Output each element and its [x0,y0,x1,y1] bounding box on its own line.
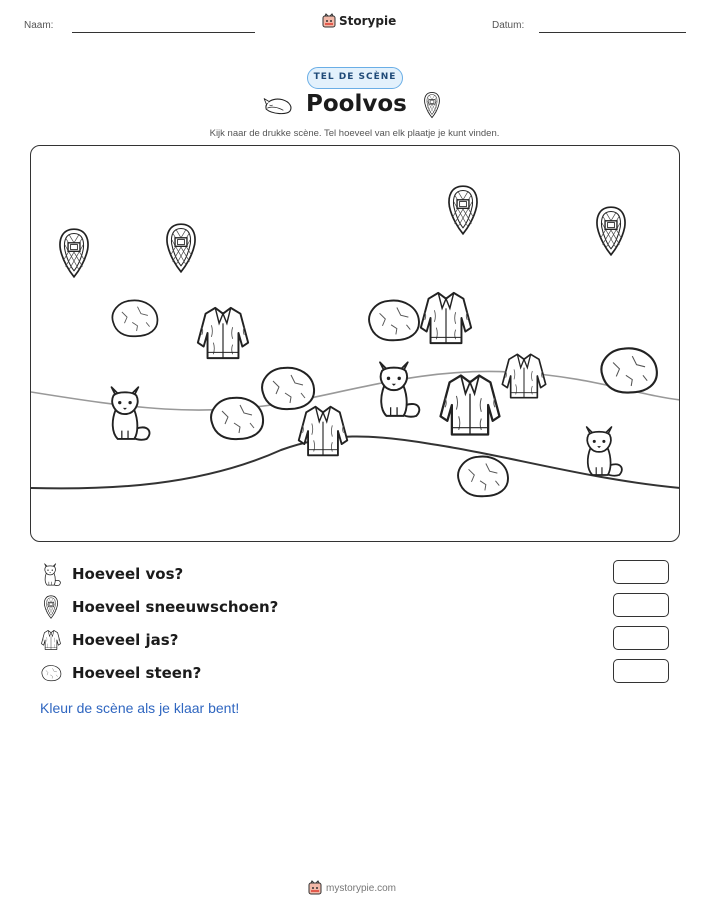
question-text: Hoeveel jas? [72,631,179,649]
question-row [40,661,201,685]
fox-item[interactable] [101,383,153,441]
date-label: Datum: [492,20,525,31]
answer-box-snowshoe[interactable] [613,593,669,617]
question-text: Hoeveel steen? [72,664,202,682]
page-title: Poolvos [306,91,407,117]
answer-box-rock[interactable] [613,659,669,683]
closing-note: Kleur de scène als je klaar bent! [40,700,240,716]
question-row [40,628,178,652]
snowshoe-item[interactable] [446,180,480,240]
question-text: Hoeveel sneeuwschoen? [72,598,279,616]
instructions: Kijk naar de drukke scène. Tel hoeveel van elk plaatje je kunt vinden. [209,128,500,139]
rock-item[interactable] [596,342,660,398]
rock-item[interactable] [364,296,422,344]
answer-box-coat[interactable] [613,626,669,650]
footer [308,880,396,896]
rock-item[interactable] [205,393,267,443]
snowshoe-item[interactable] [57,226,91,280]
footer-url[interactable]: mystorypie.com [326,882,397,894]
coat-item[interactable] [415,289,477,347]
snowshoe-item[interactable] [164,220,198,276]
storypie-logo-icon [308,880,322,896]
answer-box-fox[interactable] [613,560,669,584]
name-label: Naam: [24,20,54,31]
sleeping-fox-icon [262,94,294,116]
brand-name: Storypie [339,14,397,28]
fox-icon [40,562,62,586]
question-row [40,595,278,619]
coat-icon [40,628,62,652]
coat-item[interactable] [193,304,253,362]
counting-scene[interactable] [30,145,680,542]
storypie-logo-icon [322,13,336,29]
coat-item[interactable] [436,371,504,439]
snowshoe-icon [40,595,62,619]
rock-icon [40,661,62,685]
question-row [40,562,183,586]
fox-item[interactable] [369,358,423,418]
brand-logo [322,13,396,29]
fox-item[interactable] [577,422,625,478]
snowshoe-item[interactable] [594,202,628,260]
scene-badge: TEL DE SCÈNE [307,67,403,89]
rock-item[interactable] [453,452,511,500]
coat-item[interactable] [498,351,550,401]
snow-hills [31,146,680,542]
question-text: Hoeveel vos? [72,565,184,583]
rock-item[interactable] [108,296,160,340]
coat-item[interactable] [294,403,352,459]
snowshoe-icon [423,91,441,119]
name-line[interactable] [72,32,255,33]
date-line[interactable] [539,32,686,33]
